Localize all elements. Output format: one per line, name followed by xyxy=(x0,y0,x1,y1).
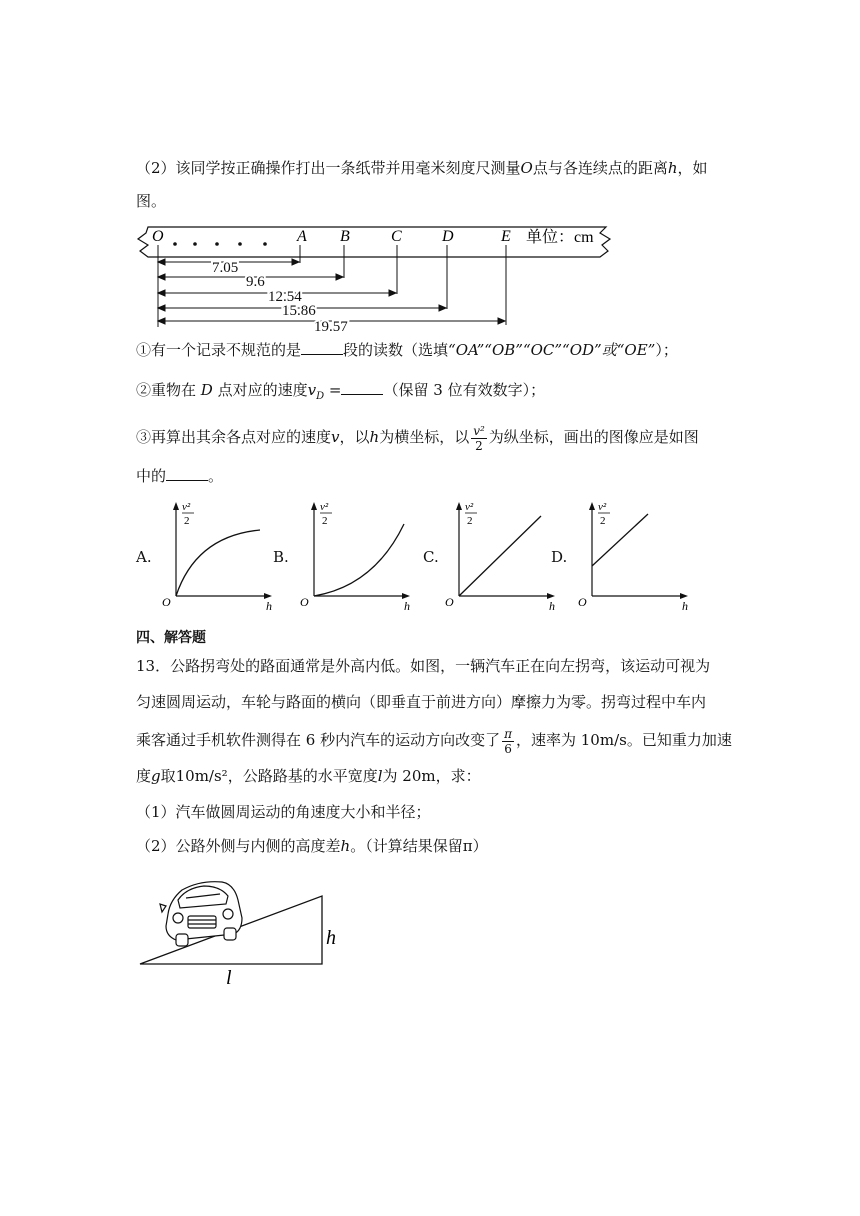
q13-part1: （1）汽车做圆周运动的角速度大小和半径； xyxy=(136,803,431,821)
sub3-suffix: 为纵坐标，画出的图像应是如图 xyxy=(488,428,699,446)
q13-l3-suffix: ，速率为 10m/s。已知重力加速 xyxy=(515,731,732,749)
sub3-fraction xyxy=(471,424,487,453)
sub1-options: “OA”“OB”“OC”“OD”或“OE” xyxy=(448,341,656,359)
sub2-v-subscript: D xyxy=(316,391,325,402)
sub2-suffix: （保留 3 位有效数字）； xyxy=(383,381,546,399)
q2-text-c: ，如 xyxy=(677,159,708,177)
dist-od: 15.86 xyxy=(282,303,316,319)
q2-var-o: O xyxy=(520,159,533,177)
sub2-answer-blank[interactable] xyxy=(341,380,383,395)
q13-part2 xyxy=(136,836,488,856)
graph-b-y-arrow xyxy=(311,502,317,510)
dist-oa: 7.05 xyxy=(212,260,239,276)
graph-c-y-arrow xyxy=(456,502,462,510)
sub-question-2 xyxy=(136,380,545,407)
graph-d-x-label: h xyxy=(682,599,688,613)
car-slope-figure xyxy=(0,860,860,990)
option-c-label[interactable]: C. xyxy=(423,548,439,566)
graph-b-y-label-den: 2 xyxy=(322,515,328,527)
q13-l3-prefix: 乘客通过手机软件测得在 6 秒内汽车的运动方向改变了 xyxy=(136,731,501,749)
graph-b-origin-label: O xyxy=(300,595,309,609)
q13-line3 xyxy=(136,722,732,758)
q13-l4-mid: 取10m/s²，公路路基的水平宽度 xyxy=(160,767,378,785)
sub3-answer-blank[interactable] xyxy=(166,466,208,481)
graph-b-y-label-num: v² xyxy=(320,501,329,513)
paper-tape-figure xyxy=(0,215,860,335)
graph-a-y-label-den: 2 xyxy=(184,515,190,527)
sub2-prefix: ②重物在 xyxy=(136,381,197,399)
sub1-prefix: ①有一个记录不规范的是 xyxy=(136,341,302,359)
figure-l-label: l xyxy=(226,967,232,989)
graph-c-origin-label: O xyxy=(445,595,454,609)
tape-point-d: D xyxy=(442,228,454,245)
q13-line1: 13．公路拐弯处的路面通常是外高内低。如图，一辆汽车正在向左拐弯，该运动可视为 xyxy=(136,657,711,675)
q13-line4 xyxy=(136,766,481,786)
sub2-mid: 点对应的速度 xyxy=(217,381,308,399)
tape-point-e: E xyxy=(501,228,511,245)
sub3-prefix: ③再算出其余各点对应的速度 xyxy=(136,428,332,446)
sub-question-3 xyxy=(136,420,699,454)
tape-point-a: A xyxy=(297,228,307,245)
section-title: 四、解答题 xyxy=(136,630,206,646)
graph-a-y-label-num: v² xyxy=(182,501,191,513)
dist-oe: 19.57 xyxy=(314,319,348,335)
graph-d-y-label-num: v² xyxy=(598,501,607,513)
dist-ob: 9.6 xyxy=(246,274,265,290)
car-icon xyxy=(160,882,242,946)
q13-p2-text: （2）公路外侧与内侧的高度差 xyxy=(136,837,341,855)
sub3-var-h: h xyxy=(369,428,380,446)
graph-b-curve xyxy=(314,524,404,596)
sub3-frac-num: v² xyxy=(473,423,485,438)
tape-unit-label: 单位：cm xyxy=(526,229,594,246)
graph-d-y-label-den: 2 xyxy=(600,515,606,527)
figure-h-label: h xyxy=(326,927,336,949)
sub2-var-d: D xyxy=(200,381,213,399)
sub2-v-symbol: v xyxy=(307,381,317,399)
dist-oc: 12.54 xyxy=(268,289,302,305)
sub-question-3-line2 xyxy=(136,466,223,486)
option-a-label[interactable]: A. xyxy=(136,548,152,566)
tape-point-c: C xyxy=(391,228,402,245)
sub1-answer-blank[interactable] xyxy=(301,340,343,355)
q13-p2-var-h: h xyxy=(340,837,351,855)
q2-var-h: h xyxy=(667,159,678,177)
sub1-suffix: 段的读数（选填 xyxy=(343,341,449,359)
sub3-frac-den: 2 xyxy=(475,438,483,453)
q13-l4-prefix: 度 xyxy=(136,767,152,785)
sub2-equals: = xyxy=(324,381,342,399)
q13-var-l: l xyxy=(377,767,383,785)
q2-line1 xyxy=(136,158,708,178)
q2-text-b: 点与各连续点的距离 xyxy=(532,159,668,177)
sub3-var-v: v xyxy=(331,428,340,446)
sub3-line2-prefix: 中的 xyxy=(136,467,167,485)
q13-frac-den: 6 xyxy=(504,741,512,756)
graph-c-y-label-num: v² xyxy=(465,501,474,513)
q2-line2: 图。 xyxy=(136,192,167,210)
tape-point-b: B xyxy=(340,228,350,245)
tape-arrows xyxy=(158,259,505,324)
q2-text-a: （2）该同学按正确操作打出一条纸带并用毫米刻度尺测量 xyxy=(136,159,521,177)
q13-fraction xyxy=(502,727,514,756)
option-d-label[interactable]: D. xyxy=(551,548,568,566)
graph-a-curve xyxy=(176,530,260,596)
q13-p2-end: 。（计算结果保留π） xyxy=(350,837,488,855)
q13-frac-num: π xyxy=(504,726,512,741)
graph-d-y-arrow xyxy=(589,502,595,510)
option-b-label[interactable]: B. xyxy=(273,548,289,566)
q13-line2: 匀速圆周运动，车轮与路面的横向（即垂直于前进方向）摩擦力为零。拐弯过程中车内 xyxy=(136,693,707,711)
q13-l4-end: 为 20m，求： xyxy=(382,767,481,785)
graph-a-y-arrow xyxy=(173,502,179,510)
graph-c-y-label-den: 2 xyxy=(467,515,473,527)
graph-c-x-label: h xyxy=(549,599,555,613)
graph-options xyxy=(0,490,860,620)
graph-d-origin-label: O xyxy=(578,595,587,609)
tape-origin-label: O xyxy=(152,228,164,245)
sub3-line2-end: 。 xyxy=(208,467,224,485)
sub3-mid2: 为横坐标，以 xyxy=(379,428,470,446)
q13-var-g: g xyxy=(151,767,161,785)
graph-b-x-label: h xyxy=(404,599,410,613)
sub-question-1 xyxy=(136,340,678,360)
sub1-end: ）； xyxy=(655,341,678,359)
tape-dots xyxy=(173,242,267,246)
graph-a-origin-label: O xyxy=(162,595,171,609)
sub3-mid1: ，以 xyxy=(339,428,370,446)
graph-a-x-label: h xyxy=(266,599,272,613)
graph-c-curve xyxy=(459,516,541,596)
